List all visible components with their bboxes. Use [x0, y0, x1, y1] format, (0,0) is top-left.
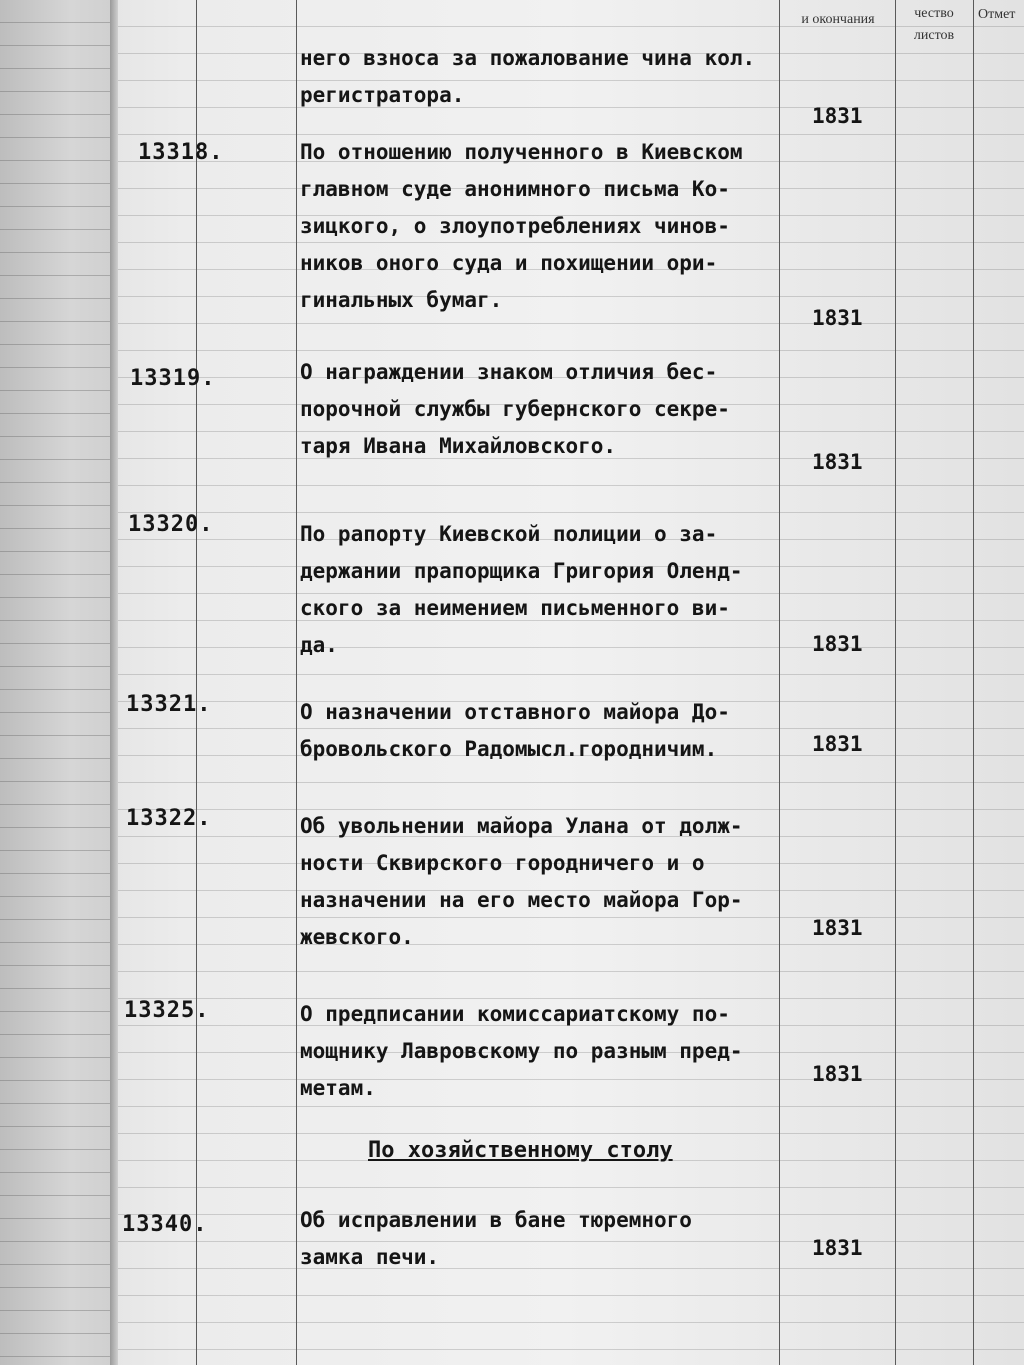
column-line	[973, 0, 974, 1365]
entry-text: О назначении отставного майора До- бровольского Радомысл.городничим.	[300, 700, 730, 761]
entry-text: Об увольнении майора Улана от долж- ности Сквирского городничего и о назначении на его место майора Гор- жевского.	[300, 814, 743, 949]
entry-number: 13320.	[128, 512, 214, 537]
entry-number: 13340.	[122, 1212, 208, 1237]
entry-year: 1831	[812, 1062, 863, 1086]
entry-year: 1831	[812, 732, 863, 756]
column-line	[296, 0, 297, 1365]
entry-text: Об исправлении в бане тюремного замка печи.	[300, 1208, 692, 1269]
binding-edge	[110, 0, 118, 1365]
entry-text: По рапорту Киевской полиции о за- держании прапорщика Григория Оленд- ского за неимением письменного ви- да.	[300, 522, 743, 657]
entry-text: него взноса за пожалование чина кол. регистратора.	[300, 46, 756, 107]
entry-year: 1831	[812, 1236, 863, 1260]
entry-year: 1831	[812, 916, 863, 940]
entry-number: 13325.	[124, 998, 210, 1023]
entry-text: О награждении знаком отличия бес- порочной службы губернского секре- таря Ивана Михайловского.	[300, 360, 730, 458]
entry-text: О предписании комиссариатскому по- мощнику Лавровскому по разным пред- метам.	[300, 1002, 743, 1100]
entry-number: 13318.	[138, 140, 224, 165]
entry-text: По отношению полученного в Киевском главном суде анонимного письма Ко- зицкого, о злоупотреблениях чинов- ников оного суда и похищении ори- гинальных бумаг.	[300, 140, 743, 312]
entry-year: 1831	[812, 450, 863, 474]
entry-year: 1831	[812, 632, 863, 656]
entry-number: 13322.	[126, 806, 212, 831]
entry-year: 1831	[812, 306, 863, 330]
header-sheets: чество листов	[913, 6, 955, 43]
entry-number: 13319.	[130, 366, 216, 391]
column-line	[895, 0, 896, 1365]
entry-year: 1831	[812, 104, 863, 128]
entry-number: 13321.	[126, 692, 212, 717]
header-notes: Отмет	[978, 7, 1016, 22]
section-heading: По хозяйственному столу	[368, 1138, 673, 1163]
header-dates: и окончания	[801, 12, 875, 27]
left-page-binding	[0, 0, 118, 1365]
column-line	[196, 0, 197, 1365]
